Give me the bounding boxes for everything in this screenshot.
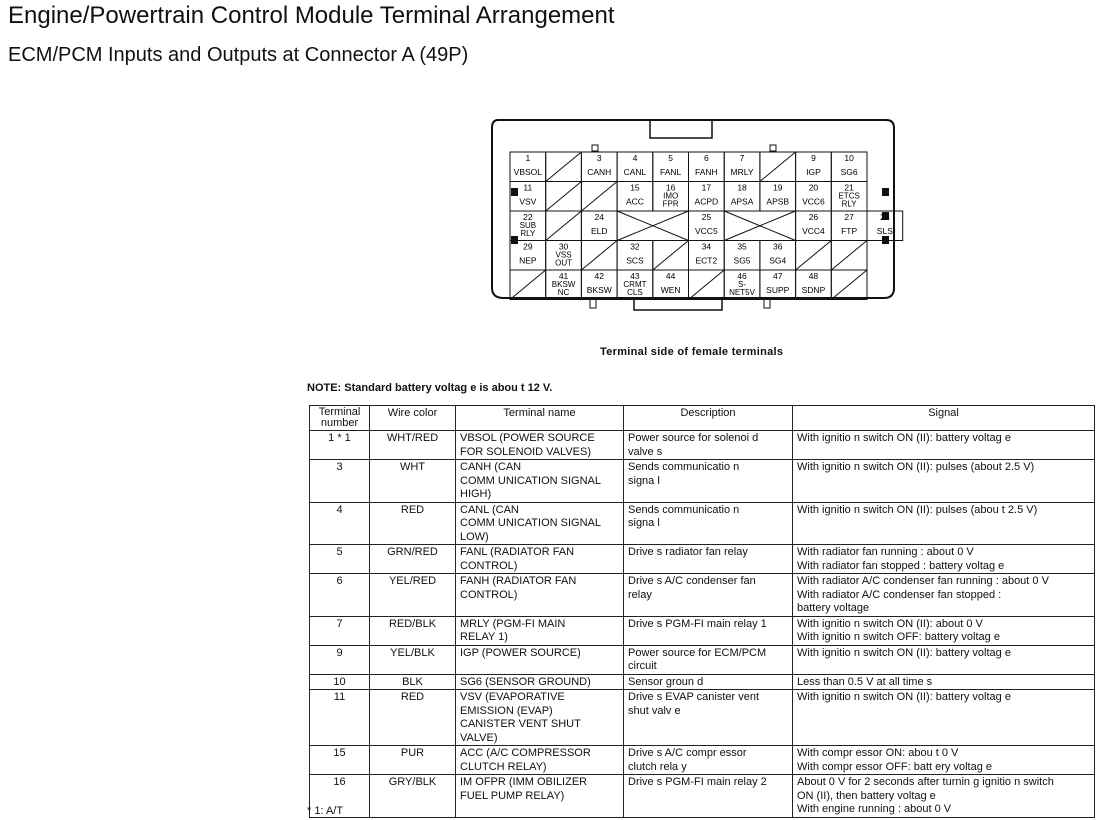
terminal-signal-label: VSV bbox=[519, 196, 537, 207]
unused-terminal-mark bbox=[760, 152, 796, 182]
table-row bbox=[310, 574, 1095, 617]
connector-diagram bbox=[484, 116, 904, 316]
terminal-signal-label: VCC5 bbox=[695, 226, 718, 236]
table-row bbox=[310, 460, 1095, 503]
terminal-number: 3 bbox=[596, 153, 602, 163]
terminal-number: 11 bbox=[523, 182, 533, 193]
signal-cell: Less than 0.5 V at all time s bbox=[793, 674, 1095, 690]
terminal-number-cell: 5 bbox=[310, 545, 370, 574]
signal-cell: About 0 V for 2 seconds after turnin g ignitio n switch ON (II), then battery voltag e With engine running : about 0 V bbox=[793, 775, 1095, 818]
terminal-signal-label: ELD bbox=[590, 226, 608, 236]
terminal-signal-label: FANH bbox=[695, 167, 718, 177]
terminal-number-cell: 1 * 1 bbox=[310, 431, 370, 460]
terminal-signal-label: APSA bbox=[730, 196, 754, 207]
terminal-number: 48 bbox=[808, 271, 819, 281]
unused-terminal-mark bbox=[546, 182, 582, 212]
terminal-name-cell: IM OFPR (IMM OBILIZER FUEL PUMP RELAY) bbox=[456, 775, 624, 818]
signal-cell: With ignitio n switch ON (II): battery voltag e bbox=[793, 431, 1095, 460]
header-terminal-name: Terminal name bbox=[456, 406, 624, 431]
terminal-signal-label: OUT bbox=[555, 258, 572, 268]
table-row bbox=[310, 674, 1095, 690]
terminal-signal-label: IMO bbox=[663, 191, 679, 201]
terminal-number: 20 bbox=[808, 182, 819, 193]
terminal-number-cell: 11 bbox=[310, 690, 370, 746]
terminal-signal-label: SUPP bbox=[766, 285, 790, 295]
terminal-signal-label: RLY bbox=[520, 229, 536, 238]
terminal-signal-label: FTP bbox=[841, 226, 858, 236]
description-cell: Drive s radiator fan relay bbox=[624, 545, 793, 574]
wire-color-cell: YEL/BLK bbox=[370, 645, 456, 674]
description-cell: Power source for solenoi d valve s bbox=[624, 431, 793, 460]
terminal-number: 24 bbox=[594, 212, 604, 222]
unused-terminal-mark bbox=[831, 241, 867, 271]
terminal-signal-label: FPR bbox=[662, 199, 679, 209]
wire-color-cell: WHT bbox=[370, 460, 456, 503]
connector-housing bbox=[492, 120, 894, 298]
terminal-signal-label: SG6 bbox=[840, 167, 858, 177]
unused-terminal-mark bbox=[831, 270, 867, 300]
terminal-number-cell: 6 bbox=[310, 574, 370, 617]
terminal-number: 27 bbox=[844, 212, 854, 222]
wire-color-cell: GRN/RED bbox=[370, 545, 456, 574]
terminal-signal-label: S- bbox=[738, 280, 747, 289]
terminal-signal-label: VCC6 bbox=[802, 196, 825, 207]
wire-color-cell: RED bbox=[370, 502, 456, 545]
terminal-number: 1 bbox=[525, 153, 531, 163]
terminal-number: 44 bbox=[665, 271, 676, 281]
terminal-number: 10 bbox=[844, 153, 854, 163]
terminal-number: 32 bbox=[630, 241, 640, 252]
table-row bbox=[310, 502, 1095, 545]
terminal-signal-label: ETCS bbox=[838, 191, 860, 201]
wire-color-cell: PUR bbox=[370, 746, 456, 775]
terminal-number: 15 bbox=[630, 182, 640, 193]
terminal-number: 7 bbox=[739, 153, 745, 163]
wire-color-cell: GRY/BLK bbox=[370, 775, 456, 818]
terminal-number-cell: 4 bbox=[310, 502, 370, 545]
terminal-number: 41 bbox=[558, 271, 569, 281]
terminal-number: 30 bbox=[558, 241, 569, 252]
terminal-number: 5 bbox=[668, 153, 674, 163]
terminal-name-cell: FANL (RADIATOR FAN CONTROL) bbox=[456, 545, 624, 574]
table-row bbox=[310, 690, 1095, 746]
signal-cell: With ignitio n switch ON (II): battery voltag e bbox=[793, 645, 1095, 674]
terminal-signal-label: ACC bbox=[625, 196, 644, 207]
table-row bbox=[310, 775, 1095, 818]
terminal-signal-label: MRLY bbox=[730, 167, 754, 177]
terminal-signal-label: ACPD bbox=[694, 196, 719, 207]
unused-terminal-mark bbox=[581, 241, 617, 271]
unused-terminal-mark bbox=[581, 182, 617, 212]
description-cell: Drive s A/C compr essor clutch rela y bbox=[624, 746, 793, 775]
terminal-name-cell: IGP (POWER SOURCE) bbox=[456, 645, 624, 674]
description-cell: Power source for ECM/PCM circuit bbox=[624, 645, 793, 674]
table-row bbox=[310, 545, 1095, 574]
terminal-number: 6 bbox=[703, 153, 709, 163]
terminal-name-cell: VBSOL (POWER SOURCE FOR SOLENOID VALVES) bbox=[456, 431, 624, 460]
terminal-signal-label: SDNP bbox=[801, 285, 826, 295]
terminal-signal-label: VSS bbox=[555, 250, 572, 260]
terminal-signal-label: CANH bbox=[587, 167, 612, 177]
unused-terminal-mark bbox=[689, 270, 725, 300]
terminal-signal-label: SUB bbox=[519, 221, 537, 230]
terminal-signal-label: ECT2 bbox=[695, 255, 718, 266]
terminal-number: 26 bbox=[808, 212, 819, 222]
table-header-row bbox=[310, 406, 1095, 431]
page-subtitle: ECM/PCM Inputs and Outputs at Connector A (49P) bbox=[8, 44, 469, 66]
terminal-signal-label: NEP bbox=[519, 255, 537, 266]
description-cell: Sends communicatio n signa l bbox=[624, 502, 793, 545]
terminal-number: 46 bbox=[737, 271, 747, 281]
signal-cell: With radiator fan running : about 0 V With radiator fan stopped : battery voltag e bbox=[793, 545, 1095, 574]
terminal-signal-label: SCS bbox=[626, 255, 644, 266]
wire-color-cell: RED bbox=[370, 690, 456, 746]
terminal-number: 19 bbox=[773, 182, 783, 193]
terminal-signal-label: APSB bbox=[766, 196, 790, 207]
description-cell: Drive s EVAP canister vent shut valv e bbox=[624, 690, 793, 746]
terminal-table bbox=[309, 405, 1095, 818]
terminal-signal-label: NET5V bbox=[729, 288, 755, 297]
terminal-signal-label: IGP bbox=[806, 167, 821, 177]
terminal-number-cell: 9 bbox=[310, 645, 370, 674]
terminal-number: 28 bbox=[880, 212, 890, 222]
header-description: Description bbox=[624, 406, 793, 431]
connector-top-key bbox=[650, 120, 712, 138]
terminal-number-cell: 7 bbox=[310, 616, 370, 645]
terminal-signal-label: BKSW bbox=[586, 285, 612, 295]
terminal-number: 36 bbox=[773, 241, 783, 252]
terminal-signal-label: FANL bbox=[660, 167, 682, 177]
terminal-signal-label: BKSW bbox=[551, 280, 576, 289]
terminal-number-cell: 15 bbox=[310, 746, 370, 775]
unused-terminal-mark bbox=[796, 241, 832, 271]
terminal-number: 9 bbox=[811, 153, 816, 163]
signal-cell: With ignitio n switch ON (II): pulses (abou t 2.5 V) bbox=[793, 502, 1095, 545]
terminal-number-cell: 10 bbox=[310, 674, 370, 690]
terminal-name-cell: CANL (CAN COMM UNICATION SIGNAL LOW) bbox=[456, 502, 624, 545]
unused-terminal-mark bbox=[546, 211, 582, 241]
terminal-number: 25 bbox=[701, 212, 712, 222]
terminal-number-cell: 16 bbox=[310, 775, 370, 818]
header-terminal-number: Terminal number bbox=[310, 406, 370, 431]
signal-cell: With ignitio n switch ON (II): about 0 V With ignitio n switch OFF: battery voltag e bbox=[793, 616, 1095, 645]
terminal-number: 4 bbox=[632, 153, 638, 163]
terminal-signal-label: CRMT bbox=[623, 280, 647, 289]
wire-color-cell: BLK bbox=[370, 674, 456, 690]
wire-color-cell: YEL/RED bbox=[370, 574, 456, 617]
terminal-number: 29 bbox=[523, 241, 533, 252]
terminal-signal-label: WEN bbox=[660, 285, 681, 295]
connector-caption: Terminal side of female terminals bbox=[600, 346, 784, 358]
description-cell: Sends communicatio n signa l bbox=[624, 460, 793, 503]
terminal-number: 42 bbox=[594, 271, 604, 281]
table-row bbox=[310, 645, 1095, 674]
terminal-number: 47 bbox=[773, 271, 783, 281]
signal-cell: With compr essor ON: abou t 0 V With compr essor OFF: batt ery voltag e bbox=[793, 746, 1095, 775]
signal-cell: With radiator A/C condenser fan running : about 0 V With radiator A/C condenser fan stopped : battery voltage bbox=[793, 574, 1095, 617]
table-row bbox=[310, 616, 1095, 645]
terminal-number: 18 bbox=[737, 182, 747, 193]
terminal-signal-label: SG5 bbox=[733, 255, 751, 266]
terminal-name-cell: SG6 (SENSOR GROUND) bbox=[456, 674, 624, 690]
unused-terminal-mark bbox=[510, 270, 546, 300]
terminal-number: 21 bbox=[844, 182, 854, 193]
terminal-name-cell: CANH (CAN COMM UNICATION SIGNAL HIGH) bbox=[456, 460, 624, 503]
terminal-number: 43 bbox=[630, 271, 640, 281]
terminal-signal-label: CLS bbox=[627, 288, 643, 297]
terminal-name-cell: FANH (RADIATOR FAN CONTROL) bbox=[456, 574, 624, 617]
terminal-number-cell: 3 bbox=[310, 460, 370, 503]
terminal-name-cell: ACC (A/C COMPRESSOR CLUTCH RELAY) bbox=[456, 746, 624, 775]
terminal-number: 35 bbox=[737, 241, 747, 252]
page-title: Engine/Powertrain Control Module Terminal Arrangement bbox=[8, 2, 615, 29]
header-wire-color: Wire color bbox=[370, 406, 456, 431]
unused-terminal-mark bbox=[546, 152, 582, 182]
footnote: * 1: A/T bbox=[307, 805, 344, 817]
terminal-signal-label: CANL bbox=[623, 167, 647, 177]
terminal-signal-label: VBSOL bbox=[513, 167, 543, 177]
terminal-number: 22 bbox=[523, 212, 533, 222]
description-cell: Drive s PGM-FI main relay 1 bbox=[624, 616, 793, 645]
header-signal: Signal bbox=[793, 406, 1095, 431]
description-cell: Sensor groun d bbox=[624, 674, 793, 690]
terminal-signal-label: VCC4 bbox=[802, 226, 825, 236]
terminal-signal-label: RLY bbox=[841, 199, 857, 209]
terminal-name-cell: VSV (EVAPORATIVE EMISSION (EVAP) CANISTER VENT SHUT VALVE) bbox=[456, 690, 624, 746]
description-cell: Drive s A/C condenser fan relay bbox=[624, 574, 793, 617]
signal-cell: With ignitio n switch ON (II): pulses (about 2.5 V) bbox=[793, 460, 1095, 503]
description-cell: Drive s PGM-FI main relay 2 bbox=[624, 775, 793, 818]
wire-color-cell: WHT/RED bbox=[370, 431, 456, 460]
table-row bbox=[310, 746, 1095, 775]
wire-color-cell: RED/BLK bbox=[370, 616, 456, 645]
terminal-signal-label: SLS bbox=[876, 226, 893, 236]
table-row bbox=[310, 431, 1095, 460]
terminal-name-cell: MRLY (PGM-FI MAIN RELAY 1) bbox=[456, 616, 624, 645]
voltage-note: NOTE: Standard battery voltag e is abou t 12 V. bbox=[307, 382, 553, 394]
signal-cell: With ignitio n switch ON (II): battery voltag e bbox=[793, 690, 1095, 746]
unused-terminal-mark bbox=[653, 241, 689, 271]
terminal-signal-label: NC bbox=[557, 288, 570, 297]
terminal-number: 34 bbox=[701, 241, 712, 252]
terminal-signal-label: SG4 bbox=[769, 255, 787, 266]
terminal-number: 17 bbox=[701, 182, 712, 193]
terminal-number: 16 bbox=[665, 182, 676, 193]
